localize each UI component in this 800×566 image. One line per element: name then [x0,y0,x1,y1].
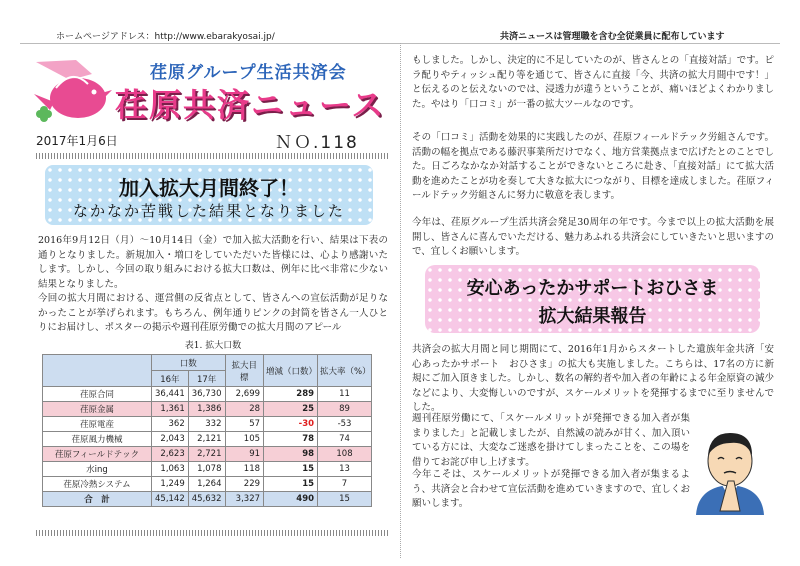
distribution-note: 共済ニュースは管理職を含む全従業員に配布しています [500,32,725,42]
row-rate: 13 [318,462,372,477]
row-name: 荏原電産 [43,417,152,432]
total-target: 3,327 [225,492,264,507]
row-y17: 1,264 [188,477,225,492]
table-header-16: 16年 [152,371,189,387]
row-target: 118 [225,462,264,477]
row-target: 28 [225,402,264,417]
org-name: 荏原グループ生活共済会 [150,63,347,83]
row-y17: 36,730 [188,387,225,402]
table-row [43,477,372,492]
row-name: 荏原風力機械 [43,432,152,447]
top-stripe-divider [36,153,390,159]
row-y17: 1,078 [188,462,225,477]
right-paragraph-2: その「口コミ」活動を効果的に実践したのが、荏原フィールドテック労組さんです。活動の幅を拠点である藤沢事業所だけでなく、地方営業拠点まで広げたとのことでした。日ごろなかなか対話することができないところに赴き、「直接対話」にて拡大活動を進めたことが功を奏して大きな拡大につながり、目標を達成しました。荏原フィールドテック労組さんに努力に敬意を表します。 [412,132,774,201]
row-y17: 1,386 [188,402,225,417]
row-y17: 332 [188,417,225,432]
table-header-rate: 拡大率（%） [318,355,372,387]
right-paragraph-1: もしました。しかし、決定的に不足していたのが、皆さんとの「直接対話」です。ピラ配りやティッシュ配り等を通じて、皆さんに直接「今、共済の拡大月間中です！」と伝えるのと伝えないのでは、浸透力が違うということが、痛いほどよくわかりました。やはり「口コミ」が一番の拡大ツールなのです。 [412,55,774,110]
row-change: 25 [264,402,318,417]
row-change: 289 [264,387,318,402]
total-y16: 45,142 [152,492,189,507]
row-change: 98 [264,447,318,462]
row-name: 荏原合同 [43,387,152,402]
row-y17: 2,721 [188,447,225,462]
row-rate: -53 [318,417,372,432]
article1-subheadline: なかなか苦戦した結果となりました [72,202,345,220]
article1-headline: 加入拡大月間終了！ [119,176,299,200]
newsletter-title: 荏原共済ニュース [115,86,386,124]
table-header-kuchisu: 口数 [152,355,226,371]
total-change: 490 [264,492,318,507]
row-y16: 36,441 [152,387,189,402]
article2-headline-2: 拡大結果報告 [538,306,647,327]
row-change: 15 [264,477,318,492]
article2-paragraph-3: 今年こそは、スケールメリットが発揮できる加入者が集まるよう、共済会と合わせて宣伝活動を進めていきますので、宜しくお願いします。 [412,469,690,509]
row-name: 荏原フィールドテック [43,447,152,462]
table-row [43,447,372,462]
row-y16: 2,043 [152,432,189,447]
issue-date: 2017年1月6日 [36,134,118,148]
row-y16: 2,623 [152,447,189,462]
homepage-url: ホームページアドレス：http://www.ebarakyosai.jp/ [56,32,275,42]
right-paragraph-3: 今年は、荏原グループ生活共済会発足30周年の年です。今まで以上の拡大活動を展開し、皆さんに喜んでいただける、魅力あふれる共済会にしていきたいと思いますので、宜しくお願いします。 [412,217,774,257]
row-rate: 74 [318,432,372,447]
bottom-stripe-divider [36,530,390,536]
article2-headline-1: 安心あったかサポートおひさま [466,278,719,299]
article1-paragraph-1: 2016年9月12日（月）～10月14日（金）で加入拡大活動を行い、結果は下表の通りとなりました。新規加入・増口をしていただいた皆様には、心より感謝いたします。しかし、今回の取り組みにおける拡大口数は、例年に比べ非常に少ない結果となりました。 [38,235,388,290]
row-y16: 1,249 [152,477,189,492]
row-name: 荏原冷熱システム [43,477,152,492]
row-rate: 108 [318,447,372,462]
table-row [43,387,372,402]
row-target: 229 [225,477,264,492]
table-row [43,417,372,432]
table-row [43,462,372,477]
table-header-target: 拡大目標 [225,355,264,387]
apologizing-person-icon [690,425,770,515]
table-caption: 表1. 拡大口数 [184,341,242,351]
table-header-change: 増減（口数） [264,355,318,387]
row-rate: 89 [318,402,372,417]
issue-number: ＮＯ.118 [275,133,359,153]
row-change: 78 [264,432,318,447]
row-target: 2,699 [225,387,264,402]
row-name: 荏原金属 [43,402,152,417]
table-total-row [43,492,372,507]
expansion-table [42,354,372,507]
table-row [43,432,372,447]
row-y16: 1,063 [152,462,189,477]
row-target: 91 [225,447,264,462]
row-change: -30 [264,417,318,432]
row-name: 水ing [43,462,152,477]
row-target: 105 [225,432,264,447]
column-divider [400,43,401,558]
table-header-blank [43,355,152,387]
row-rate: 7 [318,477,372,492]
row-rate: 11 [318,387,372,402]
row-change: 15 [264,462,318,477]
row-y17: 2,121 [188,432,225,447]
row-y16: 362 [152,417,189,432]
total-name: 合 計 [43,492,152,507]
article1-paragraph-2: 今回の拡大月間における、運営側の反省点として、皆さんへの宣伝活動が足りなかったことが挙げられます。もちろん、例年通りピンクの封筒を皆さん一人ひとりにお届けし、ポスターの掲示や週刊荏原労働での拡大月間のアピール [38,293,388,333]
article2-paragraph-2: 週刊荏原労働にて、「スケールメリットが発揮できる加入者が集まりました」と記載しましたが、自然減の読みが甘く、加入頂いている方には、大変なご迷惑を掛けてしまったことを、この場を借りてお詫び申し上げます。 [412,413,690,468]
pink-bird-icon [26,50,114,126]
row-y16: 1,361 [152,402,189,417]
table-row [43,402,372,417]
article2-paragraph-1: 共済会の拡大月間と同じ期間にて、2016年1月からスタートした遺族年金共済「安心あったかサポート おひさま」の拡大も実施しました。こちらは、17名の方に新規にご加入頂きました。しかし、数名の解約者や加入者の年齢による年金原資の減少などにより、大変悔しいのですが、スケールメリットを発揮するまでに至りませんでした。 [412,344,774,413]
total-y17: 45,632 [188,492,225,507]
table-header-17: 17年 [188,371,225,387]
total-rate: 15 [318,492,372,507]
row-target: 57 [225,417,264,432]
